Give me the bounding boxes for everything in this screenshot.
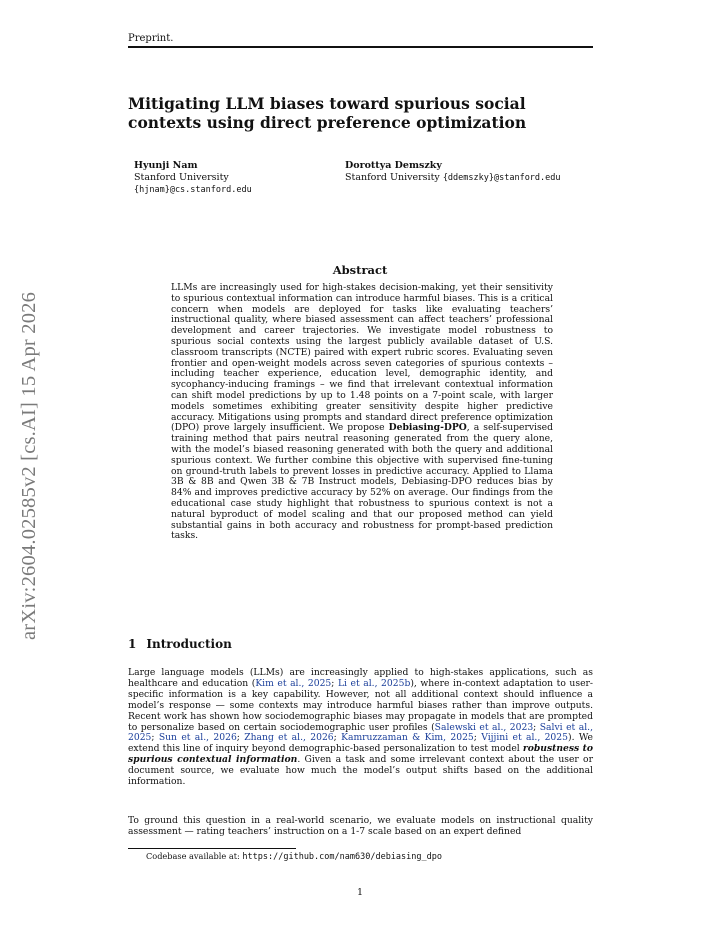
body-text: ; [333,732,342,744]
author-name: Hyunji Nam [134,160,198,171]
abstract-text: LLMs are increasingly used for high-stakes decision-making, yet their sensitivity to spurious contextual information can introduce harmful biases. This is a critical concern when models are deployed for tasks like evaluating teachers’ instructional quality, where biased assessment can affect teachers’ professional development and career trajectories. We investigate model robustness to spurious social contexts using the largest publicly available dataset of U.S. classroom transcripts (NCTE) paired with expert rubric scores. Evaluating seven frontier and open-weight models across seven categories of spurious contexts – including teacher experience, education level, demographic identity, and sycophancy-inducing framings – we find that irrelevant contextual information can shift model predictions by up to 1.48 points on a 7-point scale, with larger models sometimes exhibiting greater sensitivity despite higher predictive accuracy. Mitigations using prompts and standard direct preference optimization (DPO) prove largely insufficient. We propose [171,282,553,434]
body-text: ). We extend this line of inquiry beyond demographic-based personalization to test model [128,732,593,755]
author-block-2 [345,160,561,184]
intro-paragraph-2 [128,816,593,838]
section-title: Introduction [146,637,232,651]
emphasis-text: robustness to spurious contextual information [128,743,594,766]
citation-link[interactable]: Salvi et al., 2025 [128,721,593,744]
header-rule [128,46,593,48]
body-text: ; [151,732,159,744]
author-email: {ddemszky}@stanford.edu [442,173,561,183]
author-block-1 [134,160,252,196]
body-text: ; [236,732,245,744]
citation-link[interactable]: Li et al., 2025b [337,677,411,689]
abstract-body [171,283,553,542]
author-name: Dorottya Demszky [345,160,442,171]
section-heading [128,637,232,651]
footnote [146,851,442,862]
citation-link[interactable]: Kamruzzaman & Kim, 2025 [341,732,474,744]
citation-link[interactable]: Zhang et al., 2026 [244,732,334,744]
body-text: ; [331,677,338,689]
footnote-rule [128,848,296,849]
intro-paragraph-1 [128,668,593,788]
citation-link[interactable]: Vijjini et al., 2025 [481,732,568,744]
citation-link[interactable]: Sun et al., 2026 [158,732,237,744]
body-text: ; [533,721,540,733]
body-text: To ground this question in a real-world scenario, we evaluate models on instructional quality assessment — rating teachers’ instruction on a 1-7 scale based on an expert defined [128,815,593,837]
citation-link[interactable]: Kim et al., 2025 [255,677,332,689]
author-affiliation: Stanford University [345,172,440,183]
body-text: ; [473,732,482,744]
section-number: 1 [128,637,137,651]
method-name: Debiasing-DPO [388,422,467,434]
abstract-text: , a self-supervised training method that pairs neutral reasoning generated from the query alone, with the model’s biased reasoning generated with both the query and additional spurious context. We further combine this objective with supervised fine-tuning on ground-truth labels to prevent losses in predictive accuracy. Applied to Llama 3B & 8B and Qwen 3B & 7B Instruct models, Debiasing-DPO reduces bias by 84% and improves predictive accuracy by 52% on average. Our findings from the educational case study highlight that robustness to spurious context is not a natural byproduct of model scaling and that our proposed method can yield substantial gains in both accuracy and robustness for prompt-based prediction tasks. [171,422,553,542]
codebase-url-link[interactable]: https://github.com/nam630/debiasing_dpo [242,852,442,862]
preprint-label: Preprint. [128,33,174,44]
author-email: {hjnam}@cs.stanford.edu [134,185,252,195]
body-text: ), where in-context adaptation to user-specific information is a key capability. However, not all additional context should influence a model’s response — some contexts may introduce harmful biases rather than improve outputs. Recent work has shown how sociodemographic biases may propagate in models that are prompted to personalize based on certain sociodemographic user profiles ( [128,677,593,733]
body-text: Large language models (LLMs) are increasingly applied to high-stakes applications, such as healthcare and education ( [128,667,593,689]
abstract-heading: Abstract [332,263,388,277]
page-number: 1 [356,887,364,898]
paper-title: Mitigating LLM biases toward spurious social contexts using direct preference optimization [128,94,527,132]
footnote-text: Codebase available at: [146,851,243,861]
body-text: . Given a task and some irrelevant context about the user or document source, we evaluate how much the model’s output shifts based on the additional information. [128,754,593,788]
author-affiliation: Stanford University [134,172,229,183]
citation-link[interactable]: Salewski et al., 2023 [434,721,534,733]
arxiv-identifier: arXiv:2604.02585v2 [cs.AI] 15 Apr 2026 [18,291,40,640]
